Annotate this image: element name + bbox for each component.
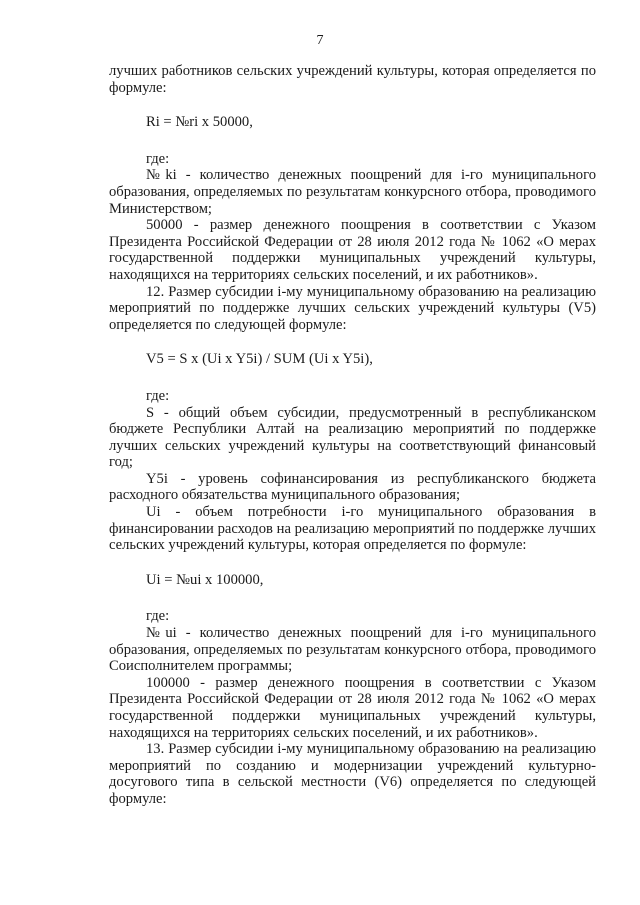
formula-ri: Ri = №ri x 50000, (146, 114, 253, 131)
document-body (109, 63, 596, 808)
paragraph: лучших работников сельских учреждений культуры, которая определяется по формуле: (109, 63, 596, 96)
paragraph-where: где: (146, 387, 170, 404)
paragraph: 50000 - размер денежного поощрения в соответствии с Указом Президента Российской Федерации от 28 июля 2012 года № 1062 «О мерах государственной поддержки муниципальных учреждений культуры, находящихся на территориях сельских поселений, и их работников». (109, 217, 596, 283)
formula-v5: V5 = S x (Ui x Y5i) / SUM (Ui x Y5i), (146, 351, 373, 368)
paragraph: S - общий объем субсидии, предусмотренный в республиканском бюджете Республики Алтай на реализацию мероприятий по поддержке лучших сельских учреждений культуры на соответствующий финансовый год; (109, 404, 596, 471)
paragraph: Y5i - уровень софинансирования из республиканского бюджета расходного обязательства муниципального образования; (109, 470, 596, 504)
formula-ui: Ui = №ui x 100000, (146, 571, 264, 588)
paragraph-where: где: (146, 150, 170, 167)
paragraph: №ki - количество денежных поощрений для i-го муниципального образования, определяемых по результатам конкурсного отбора, проводимого Министерством; (109, 167, 596, 217)
paragraph: №ui - количество денежных поощрений для i-го муниципального образования, определяемых по результатам конкурсного отбора, проводимого Соисполнителем программы; (109, 625, 596, 675)
paragraph: Ui - объем потребности i-го муниципального образования в финансировании расходов на реализацию мероприятий по поддержке лучших сельских учреждений культуры, которая определяется по формуле: (109, 504, 596, 554)
paragraph-where: где: (146, 608, 170, 625)
paragraph: 100000 - размер денежного поощрения в соответствии с Указом Президента Российской Федерации от 28 июля 2012 года № 1062 «О мерах государственной поддержки муниципальных учреждений культуры, находящихся на территориях сельских поселений, и их работников». (109, 674, 596, 741)
paragraph-item-12: 12. Размер субсидии i-му муниципальному образованию на реализацию мероприятий по поддержке лучших сельских учреждений культуры (V5) определяется по следующей формуле: (109, 283, 596, 333)
page-number: 7 (316, 33, 324, 48)
paragraph-item-13: 13. Размер субсидии i-му муниципальному образованию на реализацию мероприятий по созданию и модернизации учреждений культурно-досугового типа в сельской местности (V6) определяется по следующей формуле: (109, 741, 596, 807)
